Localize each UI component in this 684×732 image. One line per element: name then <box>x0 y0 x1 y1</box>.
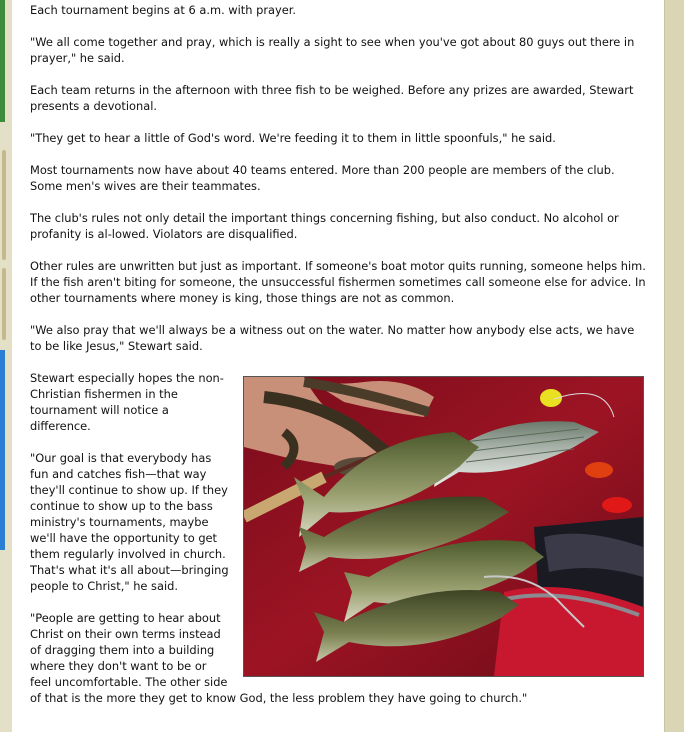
article-photo-fish-catch <box>243 376 644 677</box>
article-paragraph-3: Each team returns in the afternoon with three fish to be weighed. Before any prizes are awarded, Stewart presents a devotional. <box>30 83 634 113</box>
sidebar-green-segment <box>0 0 5 122</box>
sidebar-blue-segment <box>0 350 5 550</box>
photo-illustration <box>244 377 643 676</box>
article-paragraph-9: Stewart especially hopes the non-Christian fishermen in the tournament will notice a difference. <box>30 371 224 433</box>
sidebar-tab-2[interactable] <box>2 268 6 340</box>
article-paragraph-4: "They get to hear a little of God's word. We're feeding it to them in little spoonfuls," he said. <box>30 131 556 145</box>
article-body <box>12 0 664 732</box>
sidebar-tab-1[interactable] <box>2 150 6 260</box>
article-paragraph-5: Most tournaments now have about 40 teams entered. More than 200 people are members of the club. Some men's wives are their teammates. <box>30 163 615 193</box>
left-sidebar-strip <box>0 0 12 732</box>
article-paragraph-7: Other rules are unwritten but just as important. If someone's boat motor quits running, someone helps him. If the fish aren't biting for someone, the unsuccessful fishermen sometimes call someone else for advice. In other tournaments where money is king, those things are not as common. <box>30 259 646 305</box>
article-paragraph-8: "We also pray that we'll always be a witness out on the water. No matter how anybody else acts, we have to be like Jesus," Stewart said. <box>30 323 635 353</box>
article-paragraph-11: "People are getting to hear about Christ on their own terms instead of dragging them into a building where they don't want to be or feel uncomfortable. The other side of that is the more they get to know God, the less problem they have going to church." <box>30 611 528 705</box>
right-page-margin <box>664 0 684 732</box>
article-paragraph-6: The club's rules not only detail the important things concerning fishing, but also conduct. No alcohol or profanity is al-lowed. Violators are disqualified. <box>30 211 619 241</box>
article-paragraph-2: "We all come together and pray, which is really a sight to see when you've got about 80 guys out there in prayer," he said. <box>30 35 635 65</box>
article-paragraph-10: "Our goal is that everybody has fun and catches fish—that way they'll continue to show up. If they continue to show up to the bass ministry's tournaments, maybe we'll have the opportunity to get them regularly involved in church. That's what it's all about—bringing people to Christ," he said. <box>30 451 229 593</box>
article-paragraph-1: Each tournament begins at 6 a.m. with prayer. <box>30 3 296 17</box>
